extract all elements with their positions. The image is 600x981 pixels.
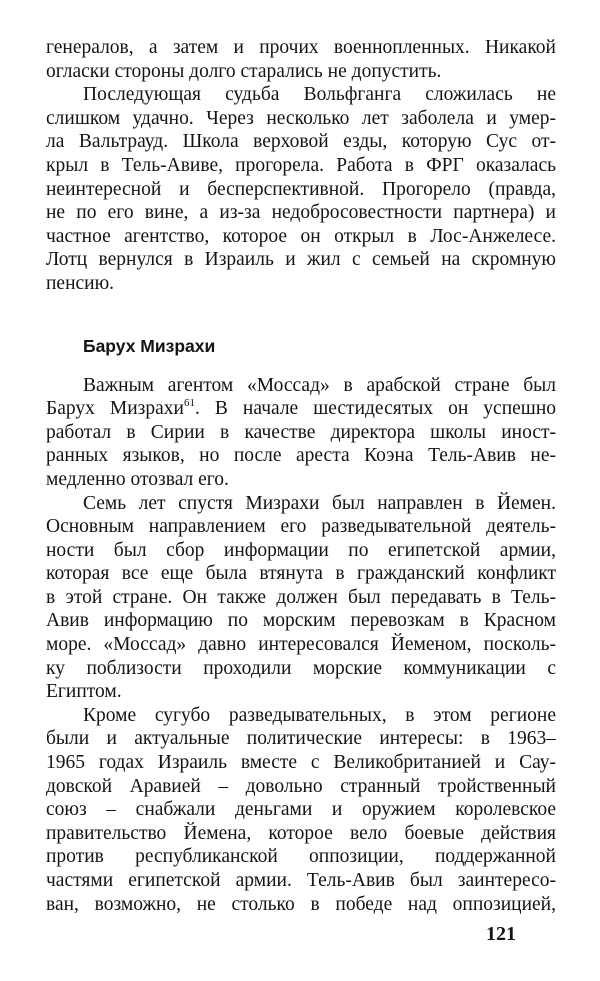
book-page [46,36,556,916]
text-line-with-footnote [46,397,556,421]
text-line: союз – снабжали деньгами и оружием королевское [46,799,556,821]
text-line: работал в Сирии в качестве директора школы иност- [46,421,556,443]
text-line: море. «Моссад» давно интересовался Йеменом, посколь- [46,634,556,656]
text-line: 1965 годах Израиль вместе с Великобританией и Сау- [46,752,556,774]
text-line: ности был сбор информации по египетской армии, [46,539,556,561]
text-line: частями египетской армии. Тель-Авив был заинтересо- [46,870,556,891]
paragraph-political-interests [46,704,556,916]
text-line: огласки стороны долго старались не допустить. [46,60,442,82]
text-line: частное агентство, которое он открыл в Лос-Анжелесе. [46,225,556,247]
paragraph-continuation [46,36,556,83]
text-line: Авив информацию по морским перевозкам в Красном [46,610,556,632]
paragraph-yemen-mission [46,492,556,704]
paragraph-mizrahi-intro [46,374,556,492]
text-line: ла Вальтрауд. Школа верховой езды, которую Сус от- [46,131,556,153]
text-line: против республиканской оппозиции, поддержанной [46,846,556,868]
text-line: Кроме сугубо разведывательных, в этом регионе [83,704,556,726]
text-line: Египтом. [46,681,122,703]
text-line: пенсию. [46,272,115,294]
text-line: неинтересной и бесперспективной. Прогорело (правда, [46,178,556,200]
text-line: медленно отозвал его. [46,468,229,490]
text-line: которая все еще была втянута в гражданский конфликт [46,563,556,585]
text-line: правительство Йемена, которое вело боевые действия [46,822,556,844]
text-line: Последующая судьба Вольфганга сложилась не [83,84,556,106]
text-line: ван, возможно, не столько в победе над оппозицией, [46,893,556,915]
page-number: 121 [486,923,516,945]
text-line: были и актуальные политические интересы: в 1963– [46,728,556,750]
text-line: в этой стране. Он также должен был передавать в Тель- [46,586,556,608]
text-line: ку поблизости проходили морские коммуникации с [46,657,556,679]
paragraph-wolfgang-fate [46,83,556,295]
text-line: Важным агентом «Моссад» в арабской стране был [83,374,556,396]
section-heading: Барух Мизрахи [83,335,216,356]
text-fragment: . В начале шестидесятых он успешно [194,398,557,420]
text-line: слишком удачно. Через несколько лет заболела и умер- [46,107,556,129]
text-line: довской Аравией – довольно странный тройственный [46,775,556,797]
text-line: Семь лет спустя Мизрахи был направлен в Йемен. [83,492,556,514]
text-line: крыл в Тель-Авиве, прогорела. Работа в ФРГ оказалась [46,154,556,176]
text-fragment: Барух Мизрахи [46,398,184,420]
text-line: Основным направлением его разведывательной деятель- [46,516,556,538]
text-line: ранных языков, но после ареста Коэна Тель-Авив не- [46,445,556,467]
text-line: генералов, а затем и прочих военнопленных. Никакой [46,37,556,58]
text-line: Лотц вернулся в Израиль и жил с семьей на скромную [46,249,556,271]
text-line: не по его вине, а из-за недобросовестности партнера) и [46,202,556,224]
footnote-reference: 61 [183,397,195,410]
